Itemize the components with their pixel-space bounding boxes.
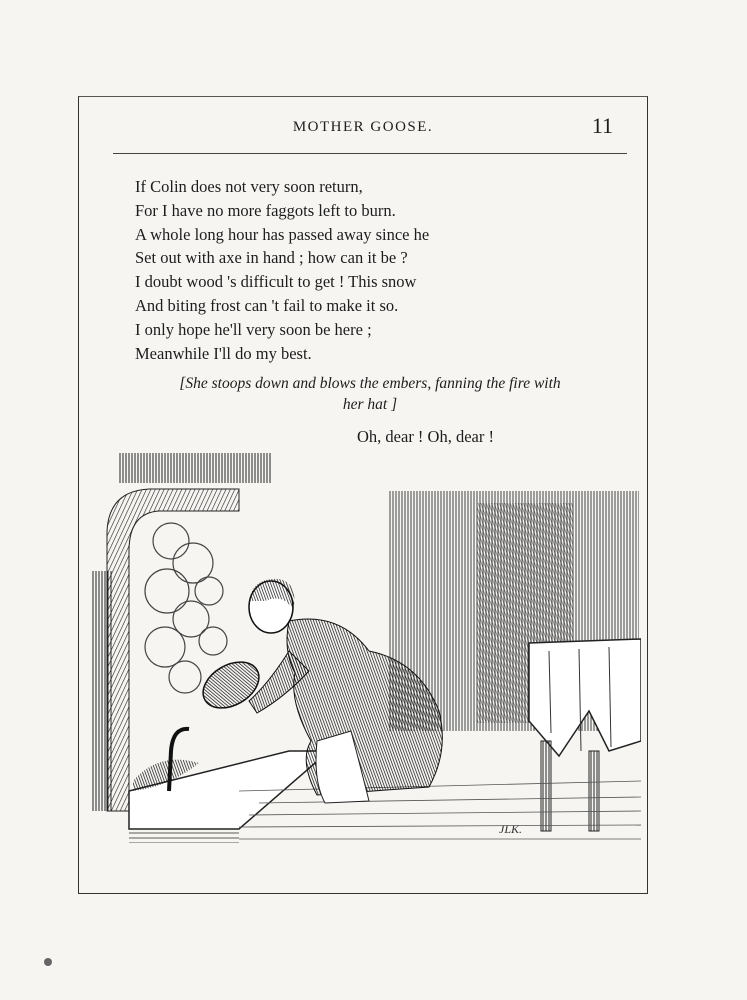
page-number: 11 xyxy=(591,113,613,138)
verse-line: I only hope he'll very soon be here ; xyxy=(135,319,372,339)
table-cloth xyxy=(529,639,641,756)
stage-direction-line: [She stoops down and blows the embers, fanning the fire with xyxy=(179,375,561,392)
verse-line: Meanwhile I'll do my best. xyxy=(135,343,312,363)
margin-speck xyxy=(44,958,52,966)
floor-boards xyxy=(239,781,641,839)
speech-line: Oh, dear ! Oh, dear ! xyxy=(357,427,494,446)
page-frame xyxy=(78,96,648,894)
hearth-front xyxy=(129,829,239,843)
header-rule xyxy=(113,153,627,154)
verse-line: And biting frost can 't fail to make it so. xyxy=(135,295,399,315)
verse-block xyxy=(135,175,555,365)
stage-direction xyxy=(115,373,625,415)
stage-direction-line: her hat ] xyxy=(342,396,398,413)
verse-line: If Colin does not very soon return, xyxy=(135,177,363,196)
table-leg xyxy=(541,741,551,831)
running-title: MOTHER GOOSE. xyxy=(292,119,434,135)
fireplace-left-wall xyxy=(91,571,113,811)
verse-line: A whole long hour has passed away since he xyxy=(135,224,430,244)
engraving-woman-fanning-fire-icon xyxy=(89,451,641,843)
table-leg xyxy=(589,751,599,831)
verse-line: I doubt wood 's difficult to get ! This snow xyxy=(135,272,417,292)
engraver-signature: JLK. xyxy=(499,822,523,836)
smoke-clouds xyxy=(145,523,227,693)
running-head xyxy=(79,113,647,139)
verse-line: For I have no more faggots left to burn. xyxy=(135,200,396,220)
mantel-shelf xyxy=(119,453,271,483)
verse-line: Set out with axe in hand ; how can it be ? xyxy=(135,248,408,268)
